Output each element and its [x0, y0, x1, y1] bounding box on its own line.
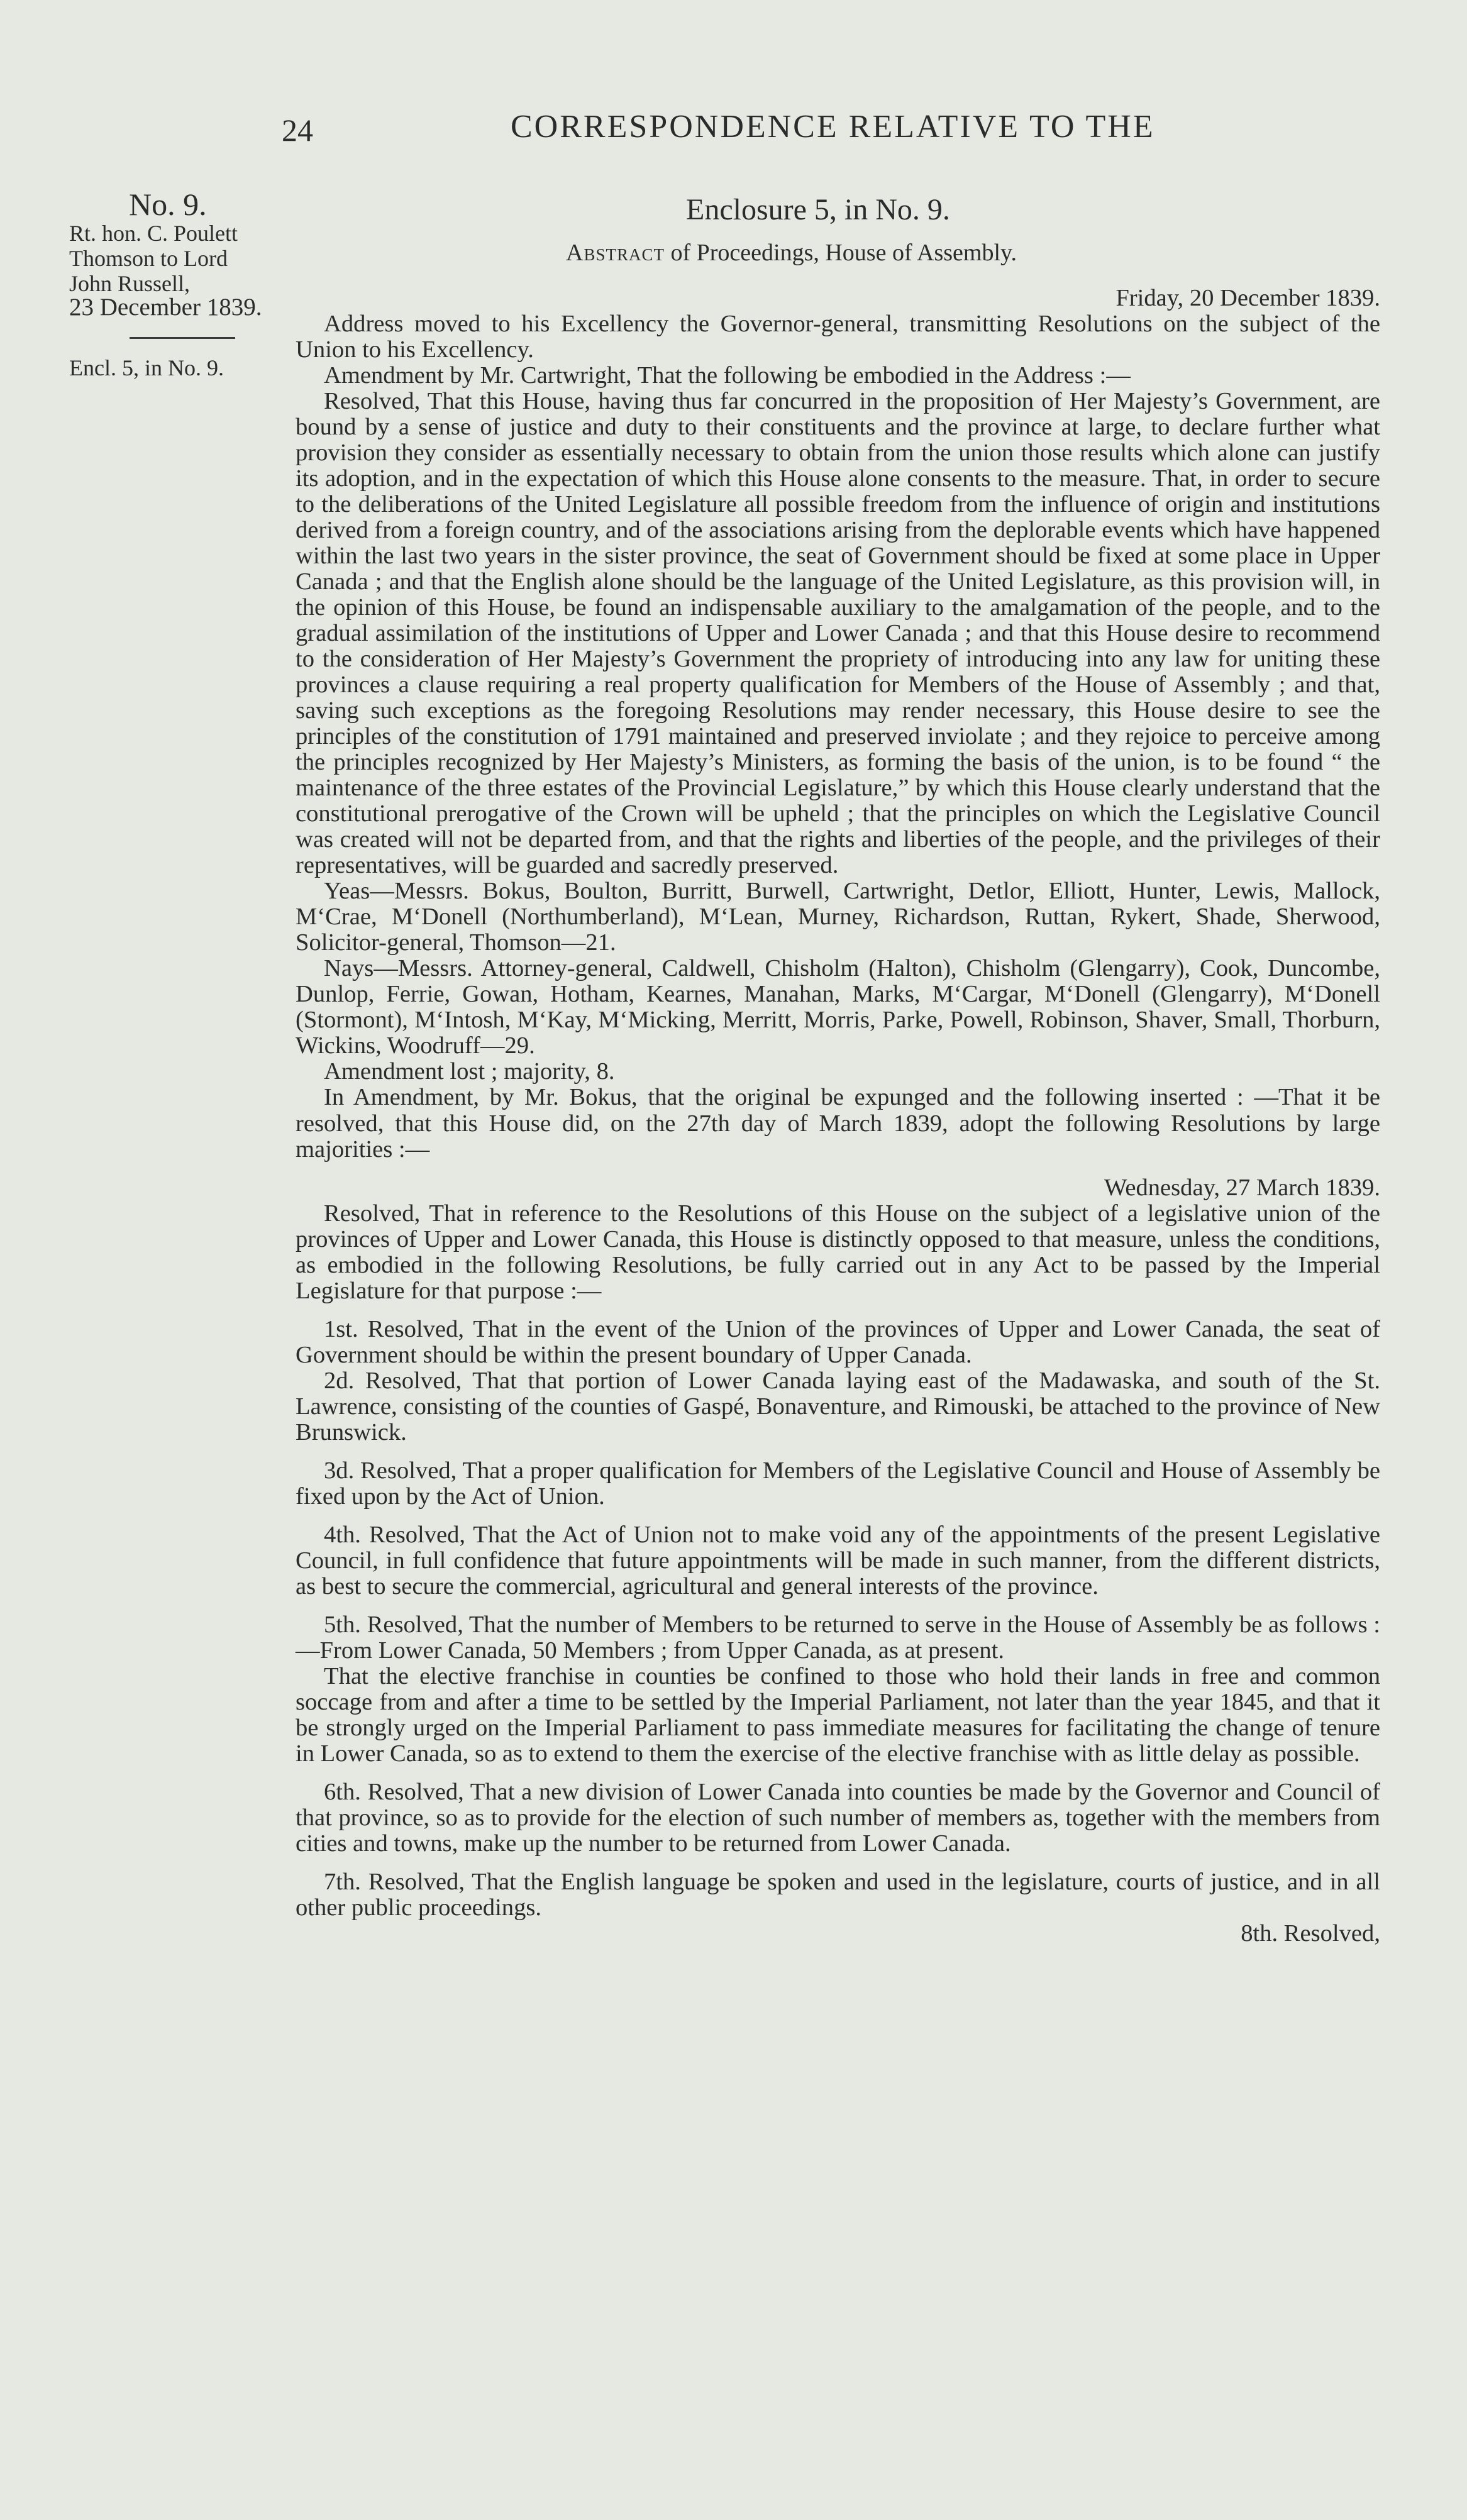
margin-divider	[130, 337, 235, 339]
body-paragraph: Nays—Messrs. Attorney-general, Caldwell, Chisholm (Halton), Chisholm (Glengarry), Cook, Duncombe, Dunlop, Ferrie, Gowan, Hotham, Kearnes, Manahan, Marks, M‘Cargar, M‘Donell (Glengarry), M‘Donell (Stormont), M‘Intosh, M‘Kay, M‘Micking, Merritt, Morris, Parke, Powell, Robinson, Shaver, Small, Thorburn, Wickins, Woodruff—29.	[296, 955, 1380, 1059]
abstract-text: of Proceedings, House of Assembly.	[664, 240, 1017, 266]
body-paragraph: 5th. Resolved, That the number of Members to be returned to serve in the House of Assembly be as follows :—From Lower Canada, 50 Members ; from Upper Canada, as at present.	[296, 1611, 1380, 1664]
body-paragraph: 6th. Resolved, That a new division of Lower Canada into counties be made by the Governor and Council of that province, so as to provide for the election of such number of members as, together with the members from cities and towns, make up the number to be returned from Lower Canada.	[296, 1778, 1380, 1857]
body-paragraph: In Amendment, by Mr. Bokus, that the original be expunged and the following inserted : —That it be resolved, that this House did, on the 27th day of March 1839, adopt the following Resolutions by large majorities :—	[296, 1084, 1380, 1163]
body-paragraph: 1st. Resolved, That in the event of the Union of the provinces of Upper and Lower Canada, the seat of Government should be within the present boundary of Upper Canada.	[296, 1315, 1380, 1368]
margin-sender: Rt. hon. C. Poulett	[69, 221, 238, 246]
body-paragraph: 7th. Resolved, That the English language be spoken and used in the legislature, courts of justice, and in all other public proceedings.	[296, 1868, 1380, 1921]
document-body	[296, 285, 1380, 1947]
body-paragraph: Resolved, That this House, having thus far concurred in the proposition of Her Majesty’s Government, are bound by a sense of justice and duty to their constituents and the province at large, to declare further what provision they consider as essentially necessary to obtain from the union those results which alone can justify its adoption, and in the expectation of which this House alone consents to the measure. That, in order to secure to the deliberations of the United Legislature all possible freedom from the influence of origin and institutions derived from a foreign country, and of the associations arising from the deplorable events which have happened within the last two years in the sister province, the seat of Government should be fixed at some place in Upper Canada ; and that the English alone should be the language of the United Legislature, as this provision will, in the opinion of this House, be found an indispensable auxiliary to the amalgamation of the people, and to the gradual assimilation of the institutions of Upper and Lower Canada ; and that this House desire to recommend to the consideration of Her Majesty’s Government the propriety of introducing into any law for uniting these provinces a clause requiring a real property qualification for Members of the House of Assembly ; and that, saving such exceptions as the foregoing Resolutions may render necessary, this House desire to see the principles of the constitution of 1791 maintained and preserved inviolate ; and they rejoice to perceive among the principles recognized by Her Majesty’s Ministers, as forming the basis of the union, is to be found “ the maintenance of the three estates of the Provincial Legislature,” by which this House clearly understand that the constitutional prerogative of the Crown will be upheld ; that the principles on which the Legislative Council was created will not be departed from, and that the rights and liberties of the people, and the privileges of their representatives, will be guarded and sacredly preserved.	[296, 388, 1380, 879]
body-paragraph: Resolved, That in reference to the Resolutions of this House on the subject of a legislative union of the provinces of Upper and Lower Canada, this House is distinctly opposed to that measure, unless the conditions, as embodied in the following Resolutions, be fully carried out in any Act to be passed by the Imperial Legislature for that purpose :—	[296, 1200, 1380, 1304]
body-paragraph: Amendment by Mr. Cartwright, That the following be embodied in the Address :—	[324, 362, 1131, 389]
body-paragraph: Address moved to his Excellency the Governor-general, transmitting Resolutions on the subject of the Union to his Excellency.	[296, 311, 1380, 363]
running-title: CORRESPONDENCE RELATIVE TO THE	[511, 109, 1155, 145]
margin-document-number: No. 9.	[129, 187, 207, 222]
body-paragraph: That the elective franchise in counties be confined to those who hold their lands in free and common soccage from and after a time to be settled by the Imperial Parliament, not later than the year 1845, and that it be strongly urged on the Imperial Parliament to pass immediate measures for facilitating the change of tenure in Lower Canada, so as to extend to them the exercise of the elective franchise with as little delay as possible.	[296, 1662, 1380, 1767]
body-paragraph: Yeas—Messrs. Bokus, Boulton, Burritt, Burwell, Cartwright, Detlor, Elliott, Hunter, Lewis, Mallock, M‘Crae, M‘Donell (Northumberland), M‘Lean, Murney, Richardson, Ruttan, Rykert, Shade, Sherwood, Solicitor-general, Thomson—21.	[296, 878, 1380, 956]
body-paragraph: Friday, 20 December 1839.	[1115, 285, 1380, 311]
body-paragraph: 3d. Resolved, That a proper qualification for Members of the Legislative Council and House of Assembly be fixed upon by the Act of Union.	[296, 1457, 1380, 1510]
enclosure-title: Enclosure 5, in No. 9.	[686, 193, 950, 226]
margin-enclosure: Encl. 5, in No. 9.	[69, 355, 224, 380]
page-number: 24	[282, 113, 313, 148]
body-paragraph: 4th. Resolved, That the Act of Union not to make void any of the appointments of the present Legislative Council, in full confidence that future appointments will be made in such manner, from the different districts, as best to secure the commercial, agricultural and general interests of the province.	[296, 1521, 1380, 1600]
margin-sender-to: Thomson to Lord	[69, 246, 228, 271]
margin-recipient: John Russell,	[69, 271, 191, 296]
body-paragraph: Wednesday, 27 March 1839.	[1104, 1174, 1380, 1201]
abstract-label: Abstract	[566, 240, 665, 266]
abstract-heading	[566, 239, 1017, 267]
body-paragraph: Amendment lost ; majority, 8.	[324, 1058, 615, 1085]
body-paragraph: 8th. Resolved,	[1241, 1920, 1380, 1947]
body-paragraph: 2d. Resolved, That that portion of Lower Canada laying east of the Madawaska, and south of the St. Lawrence, consisting of the counties of Gaspé, Bonaventure, and Rimouski, be attached to the province of New Brunswick.	[296, 1367, 1380, 1445]
margin-date: 23 December 1839.	[69, 294, 262, 321]
